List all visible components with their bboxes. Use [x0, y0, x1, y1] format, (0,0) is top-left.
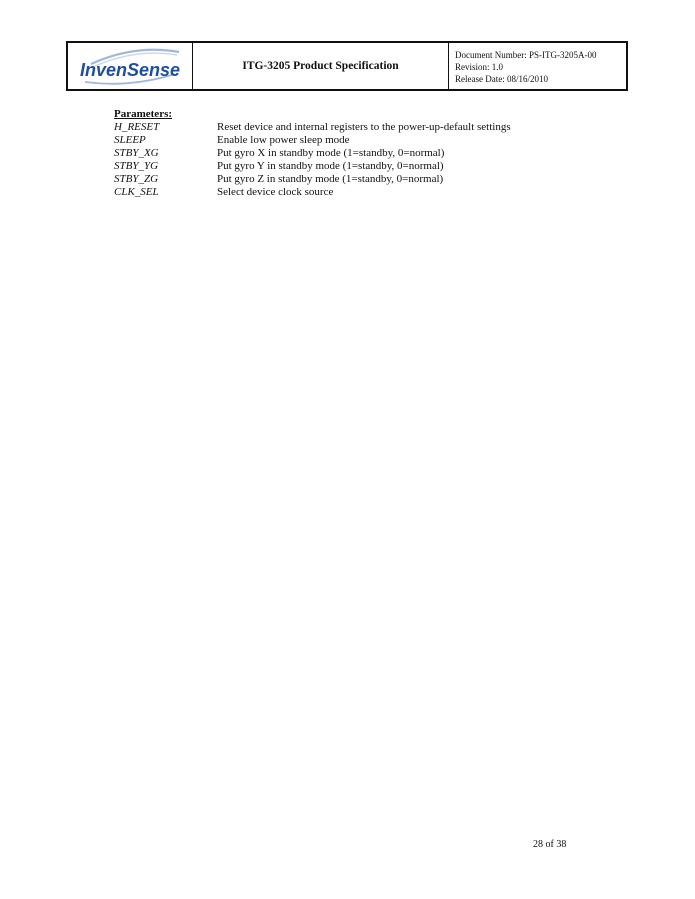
- param-row: [114, 121, 511, 134]
- document-header: [66, 41, 628, 91]
- param-desc: Put gyro Z in standby mode (1=standby, 0=normal): [217, 173, 444, 185]
- param-row: [114, 147, 511, 160]
- doc-number: Document Number: PS-ITG-3205A-00: [455, 50, 597, 60]
- document-title: ITG-3205 Product Specification: [193, 43, 449, 89]
- param-name: CLK_SEL: [114, 186, 159, 198]
- release-date: Release Date: 08/16/2010: [455, 74, 548, 84]
- param-name: SLEEP: [114, 134, 146, 146]
- param-desc: Reset device and internal registers to the power-up-default settings: [217, 121, 511, 133]
- param-desc: Enable low power sleep mode: [217, 134, 350, 146]
- logo-text: InvenSense: [79, 60, 181, 80]
- parameters-heading: Parameters:: [114, 108, 173, 120]
- document-meta: [449, 43, 626, 89]
- invensense-logo: [75, 44, 185, 88]
- page-number: 28 of 38: [533, 839, 567, 850]
- logo-cell: [68, 43, 193, 89]
- param-row: [114, 186, 511, 199]
- param-row: [114, 173, 511, 186]
- parameters-section: [114, 108, 511, 199]
- param-name: STBY_YG: [114, 160, 159, 172]
- param-desc: Select device clock source: [217, 186, 334, 198]
- param-name: STBY_XG: [114, 147, 159, 159]
- param-name: STBY_ZG: [114, 173, 159, 185]
- param-row: [114, 134, 511, 147]
- param-desc: Put gyro X in standby mode (1=standby, 0=normal): [217, 147, 445, 159]
- param-name: H_RESET: [114, 121, 160, 133]
- param-desc: Put gyro Y in standby mode (1=standby, 0=normal): [217, 160, 444, 172]
- revision: Revision: 1.0: [455, 62, 504, 72]
- param-row: [114, 160, 511, 173]
